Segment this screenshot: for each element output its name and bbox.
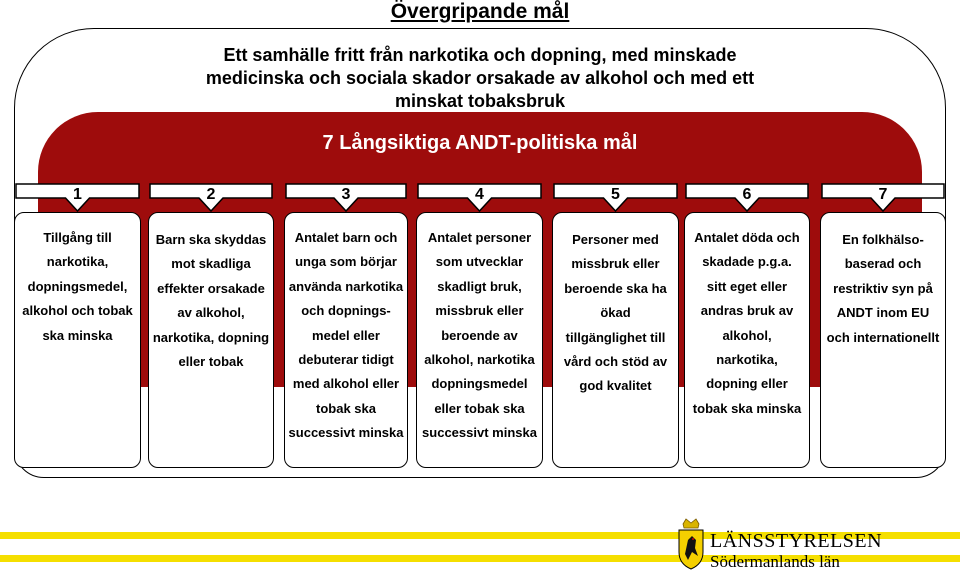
goal-description-5	[546, 228, 685, 399]
goal-text-line: effekter orsakade	[157, 280, 265, 296]
goal-text-line: debuterar tidigt	[298, 352, 394, 368]
goal-text-line: narkotika,	[716, 352, 778, 368]
logo-name: LÄNSSTYRELSEN	[710, 530, 883, 552]
goal-description-6	[678, 226, 816, 421]
goal-text-line: successivt minska	[288, 425, 404, 441]
goal-number-4: 4	[475, 186, 484, 203]
goal-text-line: sitt eget eller	[706, 278, 788, 294]
goal-text-line: missbruk eller	[571, 256, 660, 272]
goal-text-line: alkohol, narkotika	[424, 352, 535, 368]
goal-text-line: Antalet döda och	[694, 230, 800, 245]
vision-line-1: Ett samhälle fritt från narkotika och dopning, med minskade	[223, 45, 737, 65]
goal-text-line: andras bruk av	[700, 303, 794, 319]
goal-text-line: mot skadliga	[171, 256, 251, 272]
goal-number-3: 3	[341, 186, 351, 203]
goal-text-line: Antalet barn och	[294, 230, 398, 245]
goal-text-line: Barn ska skyddas	[155, 232, 267, 247]
goal-text-line: och internationellt	[826, 329, 940, 345]
goal-number-6: 6	[742, 186, 752, 203]
goal-text-line: ökad	[600, 305, 631, 321]
goal-text-line: tobak ska	[316, 400, 376, 416]
goal-text-line: tobak ska minska	[692, 400, 802, 416]
goal-text-line: dopning eller	[706, 376, 788, 392]
goal-text-line: skadligt bruk,	[437, 278, 522, 294]
goal-text-line: baserad och	[844, 256, 922, 272]
diagram-title: Övergripande mål	[390, 0, 570, 23]
goal-text-line: använda narkotika	[288, 278, 404, 294]
goal-text-line: Antalet personer	[427, 230, 532, 245]
goal-description-3	[278, 226, 414, 446]
goal-text-line: med alkohol eller	[292, 376, 400, 392]
goal-text-line: successivt minska	[422, 425, 537, 441]
goal-text-line: missbruk eller	[435, 303, 524, 319]
goal-text-line: ANDT inom EU	[836, 305, 930, 321]
goal-number-7: 7	[878, 186, 888, 203]
goal-text-line: alkohol och tobak	[22, 303, 133, 319]
vision-line-3: minskat tobaksbruk	[394, 91, 566, 111]
goal-text-line: beroende av	[441, 327, 518, 343]
goal-description-2	[142, 228, 280, 374]
goal-text-line: narkotika,	[46, 254, 109, 270]
goal-text-line: restriktiv syn på	[833, 280, 933, 296]
goal-text-line: unga som börjar	[295, 254, 397, 270]
goal-text-line: vård och stöd av	[563, 354, 668, 370]
goal-text-line: narkotika, dopning	[152, 329, 270, 345]
goal-description-7	[814, 228, 952, 350]
goal-text-line: dopningsmedel	[431, 376, 528, 392]
goal-text-line: eller tobak	[178, 354, 244, 370]
goal-text-line: En folkhälso-	[842, 232, 924, 247]
band-title: 7 Långsiktiga ANDT-politiska mål	[322, 132, 638, 154]
goal-text-line: Tillgång till	[43, 230, 112, 245]
goal-text-line: av alkohol,	[177, 305, 245, 321]
goal-number-1: 1	[73, 186, 82, 203]
goal-text-line: god kvalitet	[579, 378, 652, 394]
goal-text-line: alkohol,	[722, 327, 772, 343]
vision-line-2: medicinska och sociala skador orsakade av alkohol och med ett	[205, 68, 755, 88]
goal-text-line: som utvecklar	[435, 254, 524, 270]
goal-number-2: 2	[206, 186, 216, 203]
logo-region: Södermanlands län	[710, 552, 840, 571]
goal-text-line: eller tobak ska	[434, 400, 525, 416]
goal-text-line: Personer med	[572, 232, 659, 247]
goal-text-line: beroende ska ha	[564, 280, 667, 296]
goal-description-1	[8, 226, 147, 348]
goal-description-4	[410, 226, 549, 446]
goal-text-line: dopningsmedel,	[27, 278, 128, 294]
goal-number-5: 5	[611, 186, 620, 203]
goal-text-line: skadade p.g.a.	[702, 254, 792, 270]
coat-of-arms-icon	[676, 518, 706, 570]
goal-text-line: ska minska	[42, 327, 113, 343]
goal-text-line: medel eller	[312, 327, 380, 343]
goal-text-line: och dopnings-	[301, 303, 391, 319]
goal-text-line: tillgänglighet till	[565, 329, 666, 345]
